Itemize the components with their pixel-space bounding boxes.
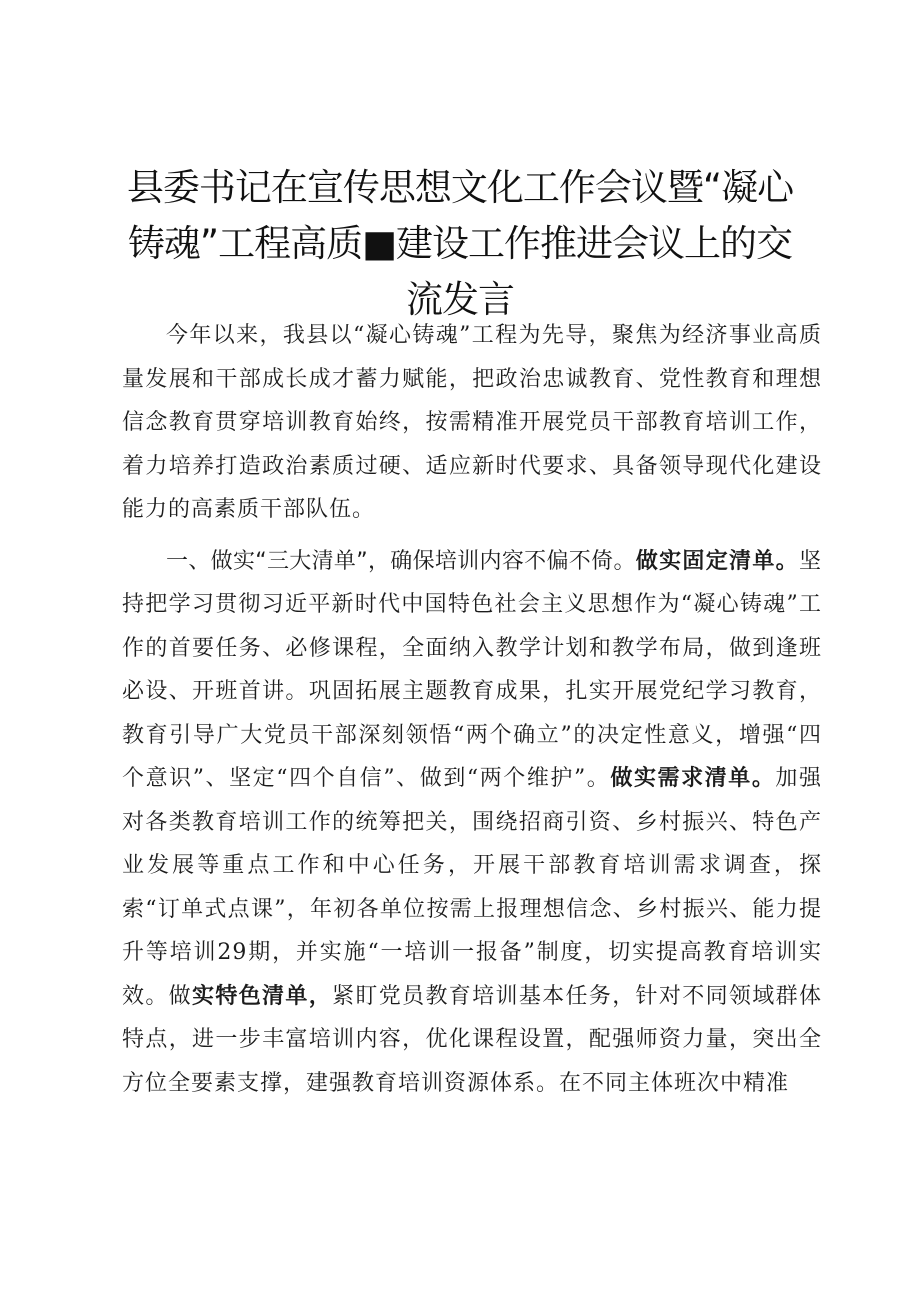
section-one-heading: 一、做实“三大清单”，确保培训内容不偏不倚。 bbox=[166, 548, 636, 574]
fixed-list-text: 坚持把学习贯彻习近平新时代中国特色社会主义思想作为“凝心铸魂”工作的首要任务、必修课程，全面纳入教学计划和教学布局，做到逢班必设、开班首讲。巩固拓展主题教育成果，扎实开展党纪学习教育，教育引导广大党员干部深刻领悟“两个确立”的决定性意义，增强“四个意识”、坚定“四个自信”、做到“两个维护”。 bbox=[122, 548, 822, 791]
feature-list-text: 紧盯党员教育培训基本任务，针对不同领域群体特点，进一步丰富培训内容，优化课程设置，配强师资力量，突出全方位全要素支撑，建强教育培训资源体系。在不同主体班次中精准 bbox=[122, 983, 822, 1096]
document-title: 县委书记在宣传思想文化工作会议暨“凝心铸魂”工程高质■建设工作推进会议上的交流发言 bbox=[126, 166, 794, 321]
intro-paragraph: 今年以来，我县以“凝心铸魂”工程为先导，聚焦为经济事业高质量发展和干部成长成才蓄力赋能，把政治忠诚教育、党性教育和理想信念教育贯穿培训教育始终，按需精准开展党员干部教育培训工作，着力培养打造政治素质过硬、适应新时代要求、具备领导现代化建设能力的高素质干部队伍。 bbox=[122, 323, 822, 522]
fixed-list-lead: 做实固定清单。 bbox=[635, 547, 799, 574]
document-body bbox=[122, 314, 822, 1105]
demand-list-lead: 做实需求清单。 bbox=[610, 765, 776, 791]
section-one-paragraph bbox=[122, 540, 822, 1106]
demand-list-text: 加强对各类教育培训工作的统筹把关，围绕招商引资、乡村振兴、特色产业发展等重点工作和中心任务，开展干部教育培训需求调查，探索“订单式点课”，年初各单位按需上报理想信念、乡村振兴、能力提升等培训29期，并实施“一培训一报备”制度，切实提高教育培训实效。做 bbox=[122, 766, 822, 1009]
feature-list-lead: 实特色清单， bbox=[192, 982, 333, 1009]
